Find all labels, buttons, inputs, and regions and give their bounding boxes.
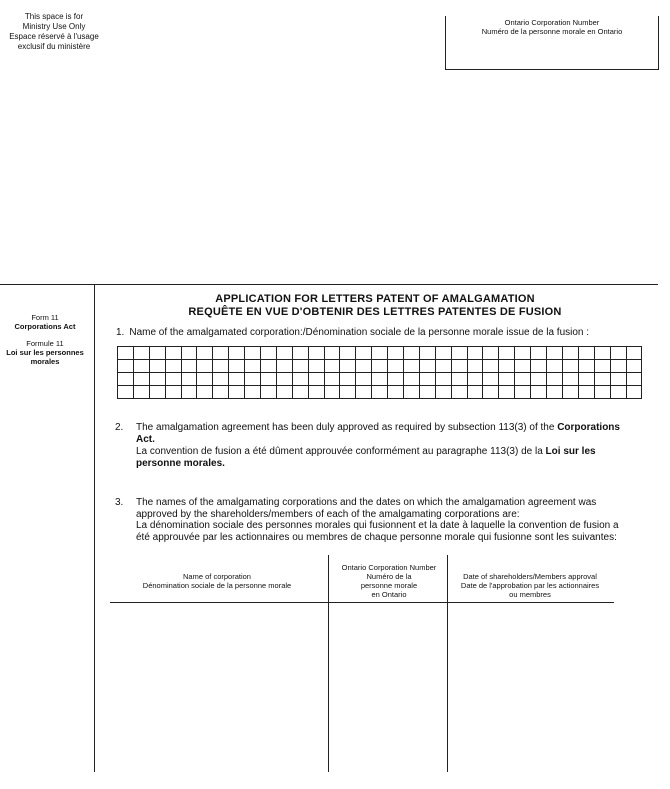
name-grid-cell[interactable] — [404, 386, 420, 399]
name-grid-cell[interactable] — [133, 386, 149, 399]
name-grid-cell[interactable] — [149, 360, 165, 373]
name-grid-cell[interactable] — [308, 347, 324, 360]
header-name-fr: Dénomination sociale de la personne morale — [142, 581, 292, 590]
section2-bold-fr: Loi sur les personne morales. — [136, 446, 596, 469]
header-ocn — [330, 563, 448, 599]
section3 — [115, 497, 635, 543]
ministry-use-line3: Espace réservé à l'usage — [9, 32, 99, 41]
name-grid-cell[interactable] — [324, 347, 340, 360]
name-grid-cell[interactable] — [610, 360, 626, 373]
header-date-line3: ou membres — [509, 590, 551, 599]
name-grid-cell[interactable] — [372, 386, 388, 399]
section1-text: Name of the amalgamated corporation:/Dénomination sociale de la personne morale issue de la fusion : — [129, 327, 590, 338]
name-grid-cell[interactable] — [388, 373, 404, 386]
name-grid-cell[interactable] — [451, 373, 467, 386]
name-grid-cell[interactable] — [547, 373, 563, 386]
section2 — [115, 422, 635, 470]
ministry-use-line4: exclusif du ministère — [17, 42, 91, 51]
name-grid-cell[interactable] — [213, 386, 229, 399]
name-grid-cell[interactable] — [562, 360, 578, 373]
name-grid-cell[interactable] — [165, 347, 181, 360]
name-grid-cell[interactable] — [388, 386, 404, 399]
name-grid-cell[interactable] — [229, 347, 245, 360]
act-name-en: Corporations Act — [14, 322, 76, 331]
name-grid-cell[interactable] — [165, 386, 181, 399]
name-grid-cell[interactable] — [276, 360, 292, 373]
name-grid-cell[interactable] — [562, 386, 578, 399]
name-grid-cell[interactable] — [467, 347, 483, 360]
name-grid-cell[interactable] — [197, 386, 213, 399]
name-grid-cell[interactable] — [229, 386, 245, 399]
name-grid-cell[interactable] — [531, 386, 547, 399]
section3-text-fr: La dénomination sociale des personnes morales qui fusionnent et la date à laquelle la convention de fusion a été approuvée par les actionnaires ou membres de chaque personne morale qui fusionne sont les suivantes: — [136, 520, 619, 543]
name-grid-cell[interactable] — [483, 360, 499, 373]
name-grid-cell[interactable] — [356, 373, 372, 386]
act-name-fr: Loi sur les personnes morales — [6, 348, 84, 366]
name-grid-cell[interactable] — [133, 360, 149, 373]
header-ocn-line2: Numéro de la — [366, 572, 412, 581]
name-grid-cell[interactable] — [467, 386, 483, 399]
name-grid-cell[interactable] — [276, 386, 292, 399]
name-grid-cell[interactable] — [261, 347, 277, 360]
name-grid-cell[interactable] — [213, 373, 229, 386]
name-grid-cell[interactable] — [483, 386, 499, 399]
name-grid-cell[interactable] — [245, 360, 261, 373]
section2-text-fr: La convention de fusion a été dûment approuvée conformément au paragraphe 113(3) de la — [136, 446, 543, 457]
name-grid-cell[interactable] — [467, 373, 483, 386]
name-grid-cell[interactable] — [292, 386, 308, 399]
name-grid-cell[interactable] — [213, 347, 229, 360]
name-grid-cell[interactable] — [404, 373, 420, 386]
name-grid-row — [118, 347, 642, 360]
form-number-fr: Formule 11 — [26, 339, 64, 348]
name-grid-row — [118, 360, 642, 373]
name-grid-cell[interactable] — [419, 347, 435, 360]
section1-number: 1. — [116, 327, 125, 338]
name-grid-cell[interactable] — [181, 386, 197, 399]
name-grid-cell[interactable] — [515, 360, 531, 373]
name-grid-cell[interactable] — [149, 347, 165, 360]
name-grid-cell[interactable] — [340, 360, 356, 373]
name-grid-cell[interactable] — [340, 347, 356, 360]
name-grid-cell[interactable] — [578, 373, 594, 386]
section1-question — [116, 327, 589, 338]
table-column-divider-2 — [447, 555, 448, 772]
name-grid-cell[interactable] — [133, 373, 149, 386]
corporation-name-grid[interactable] — [117, 346, 642, 399]
name-grid-cell[interactable] — [547, 386, 563, 399]
section2-text-en: The amalgamation agreement has been duly approved as required by subsection 113(3) of the — [136, 422, 555, 433]
name-grid-cell[interactable] — [292, 373, 308, 386]
name-grid-cell[interactable] — [467, 360, 483, 373]
ministry-use-line2: Ministry Use Only — [22, 22, 86, 31]
name-grid-row — [118, 386, 642, 399]
name-grid-cell[interactable] — [149, 386, 165, 399]
form-number-en: Form 11 — [31, 313, 59, 322]
name-grid-cell[interactable] — [610, 373, 626, 386]
name-grid-cell[interactable] — [245, 386, 261, 399]
header-name-en: Name of corporation — [183, 572, 251, 581]
name-grid-cell[interactable] — [213, 360, 229, 373]
title-fr: REQUÊTE EN VUE D'OBTENIR DES LETTRES PATENTES DE FUSION — [188, 306, 562, 318]
name-grid-cell[interactable] — [229, 373, 245, 386]
name-grid-cell[interactable] — [197, 347, 213, 360]
name-grid-cell[interactable] — [372, 347, 388, 360]
section2-bold-en: Corporations Act. — [136, 422, 620, 445]
name-grid-cell[interactable] — [562, 347, 578, 360]
name-grid-cell[interactable] — [324, 386, 340, 399]
name-grid-cell[interactable] — [181, 373, 197, 386]
name-grid-cell[interactable] — [531, 347, 547, 360]
name-grid-cell[interactable] — [245, 347, 261, 360]
vertical-divider — [94, 284, 95, 772]
header-ocn-line3: personne morale — [360, 581, 418, 590]
name-grid-cell[interactable] — [578, 360, 594, 373]
ocn-label-en: Ontario Corporation Number — [504, 18, 600, 27]
header-date-line1: Date of shareholders/Members approval — [463, 572, 597, 581]
name-grid-row — [118, 373, 642, 386]
name-grid-cell[interactable] — [118, 360, 134, 373]
name-grid-cell[interactable] — [181, 347, 197, 360]
section2-number: 2. — [115, 422, 124, 433]
name-grid-cell[interactable] — [531, 373, 547, 386]
ocn-box[interactable] — [445, 16, 659, 70]
name-grid-cell[interactable] — [578, 386, 594, 399]
header-name-of-corporation — [112, 572, 322, 590]
header-approval-date — [450, 572, 610, 599]
name-grid-cell[interactable] — [261, 360, 277, 373]
name-grid-cell[interactable] — [118, 373, 134, 386]
name-grid-cell[interactable] — [531, 360, 547, 373]
name-grid-cell[interactable] — [229, 360, 245, 373]
name-grid-cell[interactable] — [594, 347, 610, 360]
name-grid-cell[interactable] — [435, 360, 451, 373]
name-grid-cell[interactable] — [276, 373, 292, 386]
name-grid-cell[interactable] — [578, 347, 594, 360]
name-grid-cell[interactable] — [388, 360, 404, 373]
name-grid-cell[interactable] — [610, 347, 626, 360]
name-grid-cell[interactable] — [451, 360, 467, 373]
name-grid-cell[interactable] — [356, 360, 372, 373]
name-grid-cell[interactable] — [435, 347, 451, 360]
name-grid-cell[interactable] — [435, 373, 451, 386]
name-grid-cell[interactable] — [292, 360, 308, 373]
name-grid-cell[interactable] — [340, 386, 356, 399]
name-grid-cell[interactable] — [419, 360, 435, 373]
name-grid-cell[interactable] — [547, 360, 563, 373]
name-grid-cell[interactable] — [324, 360, 340, 373]
name-grid-cell[interactable] — [292, 347, 308, 360]
name-grid-cell[interactable] — [499, 360, 515, 373]
name-grid-cell[interactable] — [499, 373, 515, 386]
name-grid-cell[interactable] — [562, 373, 578, 386]
header-date-line2: Date de l'approbation par les actionnaires — [460, 581, 600, 590]
name-grid-cell[interactable] — [197, 373, 213, 386]
name-grid-cell[interactable] — [419, 373, 435, 386]
name-grid-cell[interactable] — [610, 386, 626, 399]
name-grid-cell[interactable] — [515, 386, 531, 399]
name-grid-cell[interactable] — [118, 347, 134, 360]
name-grid-cell[interactable] — [451, 386, 467, 399]
name-grid-cell[interactable] — [133, 347, 149, 360]
name-grid-cell[interactable] — [372, 373, 388, 386]
name-grid-cell[interactable] — [261, 386, 277, 399]
name-grid-cell[interactable] — [165, 360, 181, 373]
title-en: APPLICATION FOR LETTERS PATENT OF AMALGAMATION — [215, 293, 535, 305]
name-grid-cell[interactable] — [245, 373, 261, 386]
name-grid-cell[interactable] — [419, 386, 435, 399]
name-grid-cell[interactable] — [388, 347, 404, 360]
header-ocn-line1: Ontario Corporation Number — [341, 563, 437, 572]
horizontal-divider — [0, 284, 658, 285]
name-grid-cell[interactable] — [515, 373, 531, 386]
name-grid-cell[interactable] — [276, 347, 292, 360]
name-grid-cell[interactable] — [626, 347, 642, 360]
name-grid-cell[interactable] — [118, 386, 134, 399]
name-grid-cell[interactable] — [261, 373, 277, 386]
name-grid-cell[interactable] — [626, 360, 642, 373]
name-grid-cell[interactable] — [165, 373, 181, 386]
name-grid-cell[interactable] — [356, 386, 372, 399]
ocn-label-fr: Numéro de la personne morale en Ontario — [481, 27, 623, 36]
name-grid-cell[interactable] — [626, 373, 642, 386]
name-grid-cell[interactable] — [340, 373, 356, 386]
name-grid-cell[interactable] — [451, 347, 467, 360]
name-grid-cell[interactable] — [594, 386, 610, 399]
section3-number: 3. — [115, 497, 124, 508]
name-grid-cell[interactable] — [515, 347, 531, 360]
header-ocn-line4: en Ontario — [371, 590, 407, 599]
name-grid-cell[interactable] — [356, 347, 372, 360]
name-grid-cell[interactable] — [404, 360, 420, 373]
name-grid-cell[interactable] — [308, 386, 324, 399]
name-grid-cell[interactable] — [324, 373, 340, 386]
name-grid-cell[interactable] — [404, 347, 420, 360]
name-grid-cell[interactable] — [372, 360, 388, 373]
name-grid-cell[interactable] — [499, 386, 515, 399]
name-grid-cell[interactable] — [308, 360, 324, 373]
name-grid-cell[interactable] — [435, 386, 451, 399]
name-grid-cell[interactable] — [594, 360, 610, 373]
name-grid-cell[interactable] — [499, 347, 515, 360]
form-identifier — [4, 313, 86, 366]
section3-text-en: The names of the amalgamating corporations and the dates on which the amalgamation agreement was approved by the shareholders/members of each of the amalgamating corporations are: — [136, 497, 597, 520]
name-grid-cell[interactable] — [483, 347, 499, 360]
name-grid-cell[interactable] — [626, 386, 642, 399]
name-grid-cell[interactable] — [547, 347, 563, 360]
name-grid-cell[interactable] — [197, 360, 213, 373]
table-column-divider-1 — [328, 555, 329, 772]
ministry-use-line1: This space is for — [24, 12, 84, 21]
table-header-rule — [110, 602, 614, 603]
name-grid-cell[interactable] — [308, 373, 324, 386]
ministry-use-label — [6, 12, 102, 52]
name-grid-cell[interactable] — [149, 373, 165, 386]
name-grid-cell[interactable] — [483, 373, 499, 386]
name-grid-cell[interactable] — [594, 373, 610, 386]
name-grid-cell[interactable] — [181, 360, 197, 373]
